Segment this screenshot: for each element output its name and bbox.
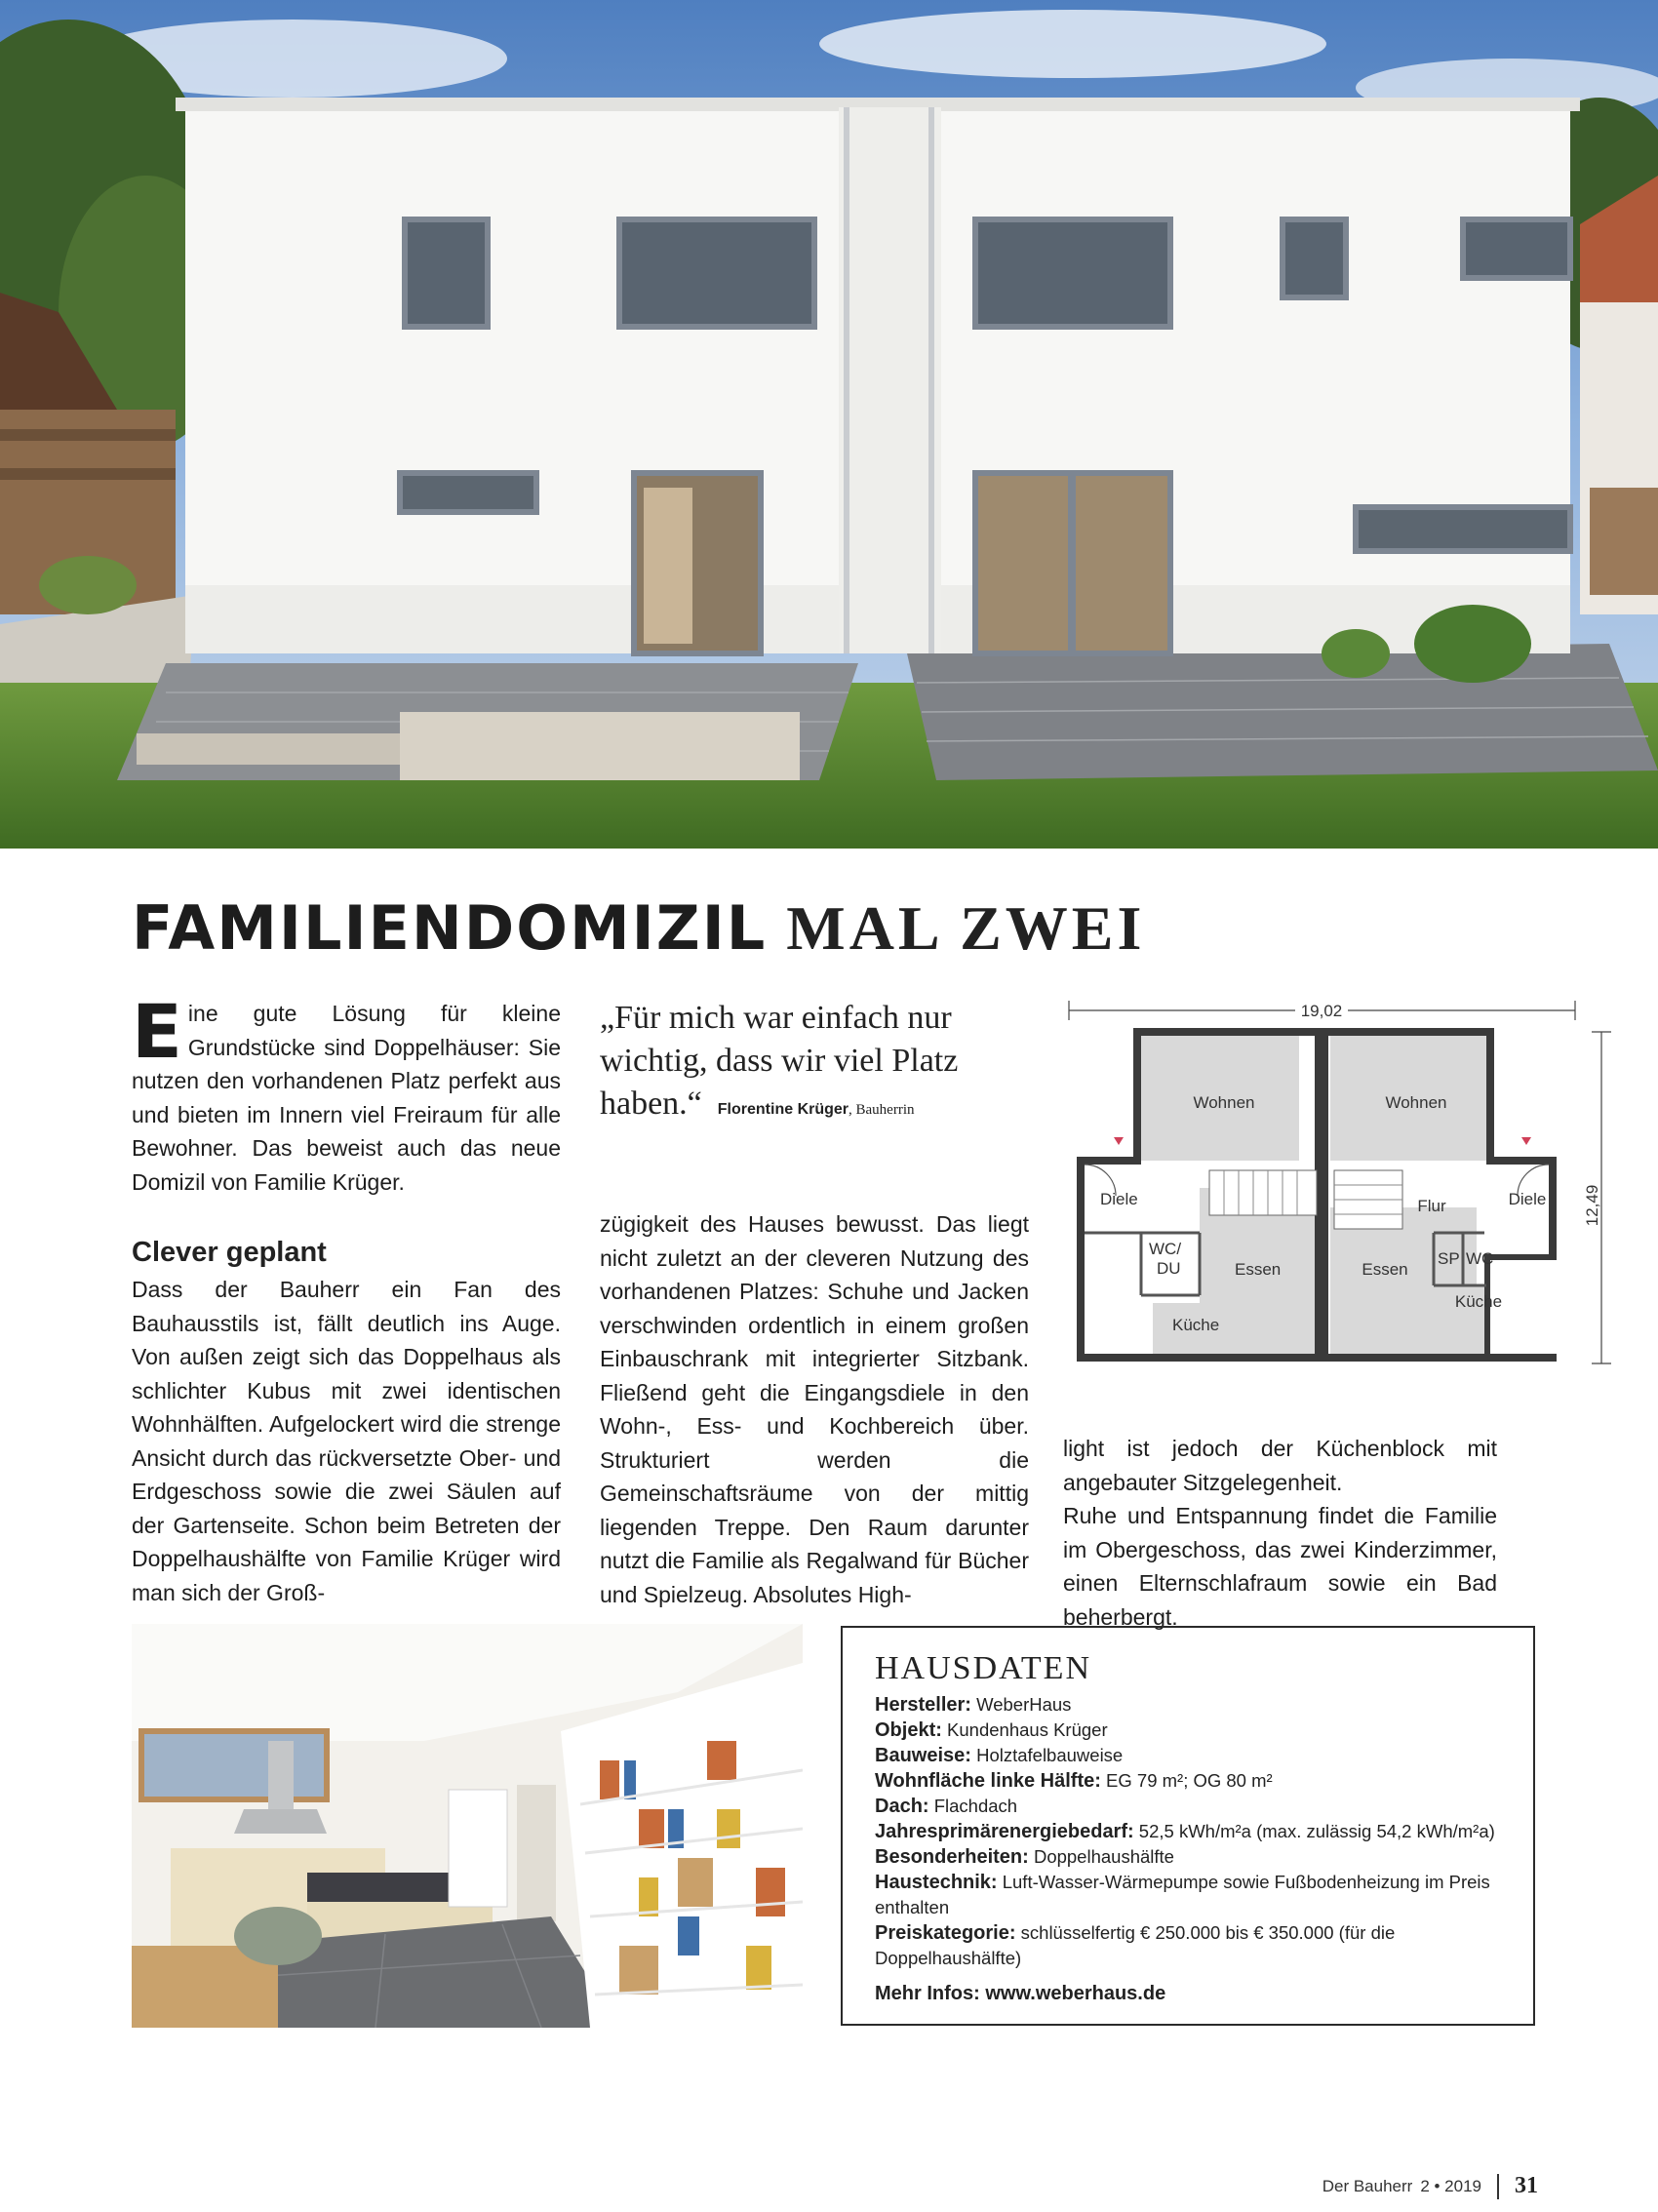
headline-light: MAL ZWEI bbox=[786, 893, 1146, 963]
hausdaten-row-haustechnik bbox=[875, 1870, 1504, 1920]
room-sp: SP bbox=[1438, 1249, 1460, 1268]
body-paragraph-1: Dass der Bauherr ein Fan des Bauhausstils ist, fällt deutlich ins Auge. Von außen zeigt sich das Doppelhaus als schlichter Kubus mit zwei identischen Wohnhälften. Aufgelockert wird die strenge Ansicht durch das rückversetzte Ober- und Erdgeschoss sowie die zwei Säulen auf der Gartenseite. Schon beim Betreten der Doppelhaushälfte von Familie Krüger wird man sich der Groß- bbox=[132, 1277, 561, 1605]
room-flur: Flur bbox=[1417, 1197, 1446, 1215]
hausdaten-row-hersteller bbox=[875, 1692, 1504, 1718]
hausdaten-row-besonderheiten bbox=[875, 1844, 1504, 1870]
quote-text: „Für mich war einfach nur wichtig, dass wir viel Platz haben.“ bbox=[600, 1000, 959, 1122]
room-wohnen-left: Wohnen bbox=[1193, 1093, 1255, 1112]
hausdaten-label: Bauweise: bbox=[875, 1745, 971, 1766]
article-headline bbox=[132, 892, 1546, 964]
room-wohnen-right: Wohnen bbox=[1385, 1093, 1447, 1112]
quote-author: Florentine Krüger bbox=[717, 1101, 849, 1118]
hausdaten-row-preiskategorie bbox=[875, 1920, 1504, 1971]
page-footer bbox=[1322, 2173, 1538, 2199]
hausdaten-value: Doppelhaushälfte bbox=[1028, 1846, 1174, 1867]
interior-photo-kitchen bbox=[132, 1624, 803, 2028]
dimension-width-label: 19,02 bbox=[1300, 1002, 1343, 1020]
subhead: Clever geplant bbox=[132, 1237, 327, 1268]
intro-paragraph bbox=[132, 988, 561, 1199]
hausdaten-row-objekt bbox=[875, 1718, 1504, 1743]
hausdaten-row-dach bbox=[875, 1794, 1504, 1819]
room-essen-left: Essen bbox=[1235, 1260, 1282, 1279]
hausdaten-value: 52,5 kWh/m²a (max. zulässig 54,2 kWh/m²a) bbox=[1133, 1821, 1495, 1841]
text-column-2 bbox=[600, 1207, 1029, 1611]
hausdaten-label: Objekt: bbox=[875, 1719, 942, 1741]
hausdaten-more-info-link[interactable]: Mehr Infos: www.weberhaus.de bbox=[875, 1983, 1166, 2004]
hausdaten-value: EG 79 m²; OG 80 m² bbox=[1100, 1770, 1273, 1791]
room-wc: WC bbox=[1466, 1249, 1494, 1268]
hausdaten-label: Besonderheiten: bbox=[875, 1846, 1029, 1868]
floor-plan bbox=[1063, 993, 1619, 1383]
hausdaten-value: Flachdach bbox=[928, 1796, 1018, 1816]
intro-text: ine gute Lösung für kleine Grundstücke sind Doppelhäuser: Sie nutzen den vorhandenen Platz perfekt aus und bieten im Innern viel Freiraum für alle Bewohner. Das beweist auch das neue Domizil von Familie Krüger. bbox=[132, 1001, 561, 1195]
drop-cap: E bbox=[132, 988, 182, 1075]
room-essen-right: Essen bbox=[1362, 1260, 1408, 1279]
text-column-1 bbox=[132, 988, 561, 1609]
hausdaten-row-energiebedarf bbox=[875, 1819, 1504, 1844]
hausdaten-value: Holztafelbauweise bbox=[970, 1745, 1124, 1765]
hausdaten-value: Kundenhaus Krüger bbox=[941, 1719, 1108, 1740]
hausdaten-label: Preiskategorie: bbox=[875, 1922, 1016, 1944]
quote-role: , Bauherrin bbox=[849, 1102, 915, 1118]
hausdaten-label: Hersteller: bbox=[875, 1694, 971, 1716]
body-paragraph-3b: Ruhe und Entspannung findet die Familie im Obergeschoss, das zwei Kinderzimmer, einen Elternschlafraum sowie ein Bad beherbergt. bbox=[1063, 1503, 1497, 1630]
hero-photo-house-exterior bbox=[0, 0, 1658, 849]
hausdaten-label: Wohnfläche linke Hälfte: bbox=[875, 1770, 1101, 1792]
footer-divider bbox=[1497, 2174, 1499, 2199]
hausdaten-label: Haustechnik: bbox=[875, 1872, 998, 1893]
hausdaten-box bbox=[841, 1626, 1535, 2026]
hausdaten-label: Dach: bbox=[875, 1796, 929, 1817]
dimension-depth-label: 12,49 bbox=[1583, 1184, 1601, 1227]
pull-quote bbox=[600, 997, 1039, 1131]
hausdaten-value: Luft-Wasser-Wärmepumpe sowie Fußbodenheizung im Preis enthalten bbox=[875, 1872, 1490, 1917]
hausdaten-label: Jahresprimärenergiebedarf: bbox=[875, 1821, 1134, 1842]
hausdaten-row-wohnflaeche bbox=[875, 1768, 1504, 1794]
text-column-3 bbox=[1063, 1432, 1497, 1634]
room-diele-right: Diele bbox=[1508, 1190, 1547, 1208]
room-kueche-left: Küche bbox=[1172, 1316, 1220, 1334]
headline-bold: FAMILIENDOMIZIL bbox=[132, 892, 768, 964]
issue-number: 2 • 2019 bbox=[1420, 2176, 1481, 2195]
room-wc-du-line1: WC/ bbox=[1149, 1240, 1182, 1258]
body-paragraph-2: zügigkeit des Hauses bewusst. Das liegt nicht zuletzt an der cleveren Nutzung des vorhandenen Platzes: Schuhe und Jacken verschwinden ordentlich in einem großen Einbauschrank mit integrierter Sitzbank. Fließend geht die Eingangsdiele in den Wohn-, Ess- und Kochbereich über. Strukturiert werden die Gemeinschaftsräume von der mittig liegenden Treppe. Den Raum darunter nutzt die Familie als Regalwand für Bücher und Spielzeug. Absolutes High- bbox=[600, 1211, 1029, 1607]
page-number: 31 bbox=[1515, 2173, 1538, 2198]
hausdaten-value: WeberHaus bbox=[970, 1694, 1072, 1715]
magazine-name: Der Bauherr bbox=[1322, 2176, 1413, 2195]
hausdaten-row-bauweise bbox=[875, 1743, 1504, 1768]
room-kueche-right: Küche bbox=[1454, 1292, 1503, 1311]
room-wc-du-line2: DU bbox=[1157, 1259, 1181, 1278]
room-diele-left: Diele bbox=[1100, 1190, 1138, 1208]
hausdaten-title: HAUSDATEN bbox=[875, 1650, 1091, 1686]
body-paragraph-3a: light ist jedoch der Küchenblock mit angebauter Sitzgelegenheit. bbox=[1063, 1436, 1497, 1495]
hausdaten-value: schlüsselfertig € 250.000 bis € 350.000 (für die Doppelhaushälfte) bbox=[875, 1922, 1396, 1968]
